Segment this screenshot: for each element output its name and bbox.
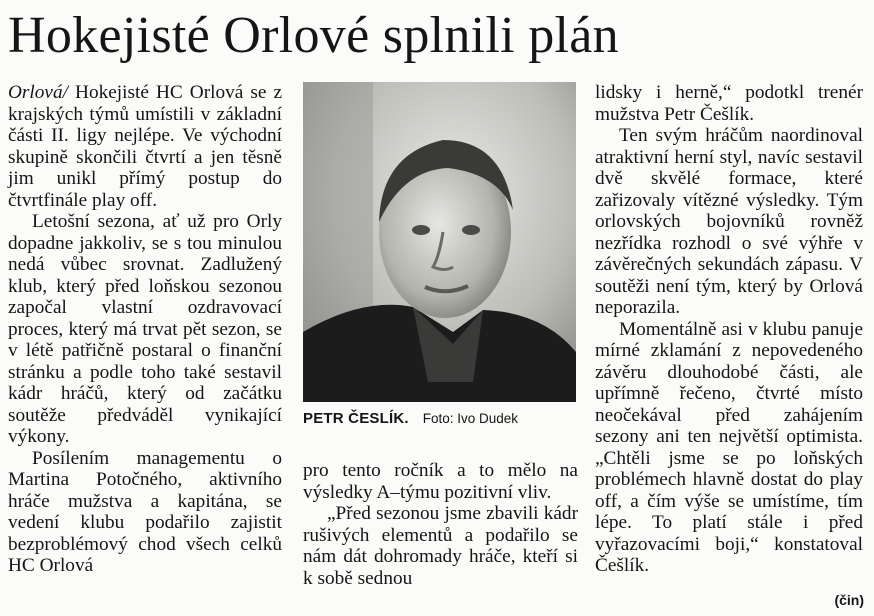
paragraph-3: Posílením managementu o Martina Potočného, aktivního hráče mužstva a kapitána, se vedení klubu podařilo zajistit bezproblémový chod všech celků HC Orlová <box>8 447 282 576</box>
paragraph-1-text: Hokejisté HC Orlová se z krajských týmů umístili v základní části II. ligy nejlépe. Ve východní skupině skončili čtvrtí a jen těsně jim unikl přímý postup do čtvrtfinále play off. <box>8 82 283 211</box>
article-column-1 <box>8 82 282 577</box>
headline: Hokejisté Orlové splnili plán <box>8 7 619 64</box>
photo-caption <box>303 410 578 432</box>
paragraph-8: Momentálně asi v klubu panuje mírné zklamání z nepovedeného závěru dlouhodobé části, ale upřímně řečeno, čtvrté místo neočekával před zahájením sezony ani ten největší optimista. „Chtěli jsme se po loňských problémech hlavně dostat do play off, a čím výše se umístíme, tím lépe. To platí stále i před vyřazovacími boji,“ konstatoval Češlík. <box>595 318 863 576</box>
paragraph-4: pro tento ročník a to mělo na výsledky A–týmu pozitivní vliv. <box>303 460 578 503</box>
portrait-illustration <box>303 82 576 402</box>
portrait-photo <box>303 82 576 402</box>
author-signature: (čin) <box>834 592 864 608</box>
caption-credit: Foto: Ivo Dudek <box>422 411 519 426</box>
paragraph-6: lidsky i herně,“ podotkl trenér mužstva Petr Češlík. <box>595 82 863 125</box>
paragraph-5: „Před sezonou jsme zbavili kádr rušivých elementů a podařilo se nám dát dohromady hráče, kteří si k sobě sednou <box>303 503 578 589</box>
dateline: Orlová/ <box>8 82 68 103</box>
paragraph-7: Ten svým hráčům naordinoval atraktivní herní styl, navíc sestavil dvě skvělé formace, které zařizovaly vítězné výsledky. Tým orlovských bojovníků rovněž nezřídka rozhodl o své výhře v závěrečných sekundách zápasu. V soutěži není tým, který by Orlová neporazila. <box>595 125 863 318</box>
caption-name: PETR ČESLÍK. <box>303 410 409 427</box>
paragraph-1 <box>8 82 282 211</box>
article-column-2 <box>303 460 578 589</box>
paragraph-2: Letošní sezona, ať už pro Orly dopadne jakkoliv, se s tou minulou nedá vůbec srovnat. Zadlužený klub, který před loňskou sezonou započal vlastní ozdravovací proces, který má trvat pět sezon, se v létě patřičně postaral o finanční stránku a podle toho také sestavil kádr hráčů, který od začátku soutěže předváděl vynikající výkony. <box>8 211 282 447</box>
article-column-3 <box>595 82 863 577</box>
